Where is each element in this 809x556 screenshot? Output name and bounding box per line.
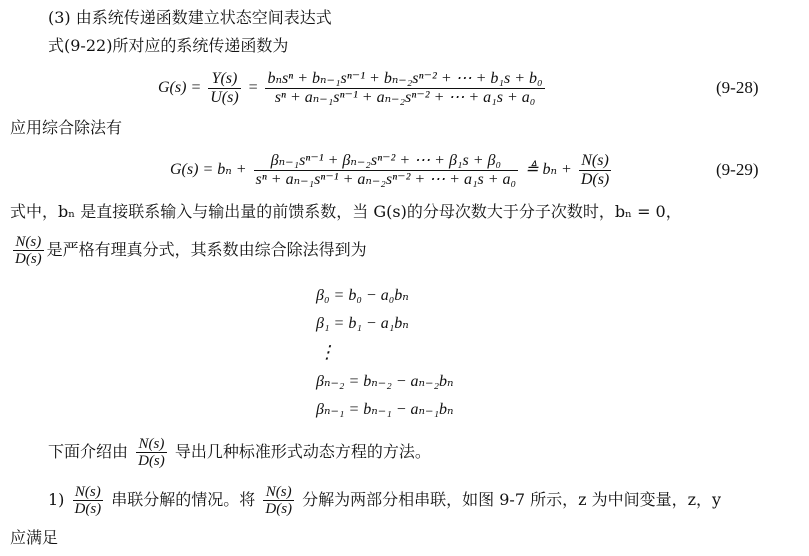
eq929-numerator: βₙ₋₁sⁿ⁻¹ + βₙ₋₂sⁿ⁻² + ⋯ + β₁s + β₀: [254, 152, 519, 171]
item1-den2: D(s): [265, 501, 293, 517]
eq928-ratio-den: U(s): [210, 88, 239, 106]
eq929-nd-num: N(s): [579, 152, 611, 171]
eq929-main-fraction: [254, 152, 519, 189]
eq929-nd-den: D(s): [580, 170, 610, 188]
section-heading: (3) 由系统传递函数建立状态空间表达式: [48, 8, 332, 27]
equation-9-28: [158, 66, 548, 110]
eq929-nd-fraction: [579, 152, 611, 189]
method-before: 下面介绍由: [48, 442, 129, 461]
item1-num2: N(s): [263, 484, 294, 501]
nd-num: N(s): [13, 234, 44, 251]
item1-fraction-2: [263, 484, 294, 517]
item1-continuation: 应满足: [10, 528, 59, 547]
item1-prefix: 1): [48, 490, 65, 509]
beta-eq-ellipsis: ⋮: [318, 342, 336, 362]
equation-label-9-28: (9-28): [716, 78, 759, 97]
equation-9-29: [170, 148, 614, 192]
explain-text: 式中，bₙ 是直接联系输入与输出量的前馈系数，当 G(s)的分母次数大于分子次数时，bₙ = 0，: [10, 202, 682, 221]
equation-label-9-29: (9-29): [716, 160, 759, 179]
method-fraction: [136, 436, 167, 469]
eq928-eq: =: [247, 79, 259, 96]
method-intro: [48, 432, 431, 472]
item1-mid: 串联分解的情况。将: [111, 490, 256, 509]
item1-den: D(s): [74, 501, 102, 517]
beta-eq-n1: βₙ₋₁ = bₙ₋₁ − aₙ₋₁bₙ: [316, 401, 454, 418]
eq928-denominator: sⁿ + aₙ₋₁sⁿ⁻¹ + aₙ₋₂sⁿ⁻² + ⋯ + a₁s + a₀: [274, 88, 536, 106]
eq928-numerator: bₙsⁿ + bₙ₋₁sⁿ⁻¹ + bₙ₋₂sⁿ⁻² + ⋯ + b₁s + b₀: [267, 69, 543, 87]
eq929-defeq: ≜ bₙ +: [525, 161, 572, 178]
nd-den: D(s): [15, 251, 42, 267]
explain2-text: 是严格有理真分式，其系数由综合除法得到为: [46, 240, 367, 259]
item-1: [48, 480, 721, 520]
apply-text: 应用综合除法有: [10, 118, 123, 137]
eq928-main-fraction: [265, 70, 544, 107]
eq928-ratio-num: Y(s): [208, 70, 240, 89]
intro-text: 式(9-22)所对应的系统传递函数为: [48, 36, 289, 55]
method-after: 导出几种标准形式动态方程的方法。: [174, 442, 431, 461]
method-den: D(s): [138, 453, 165, 469]
eq928-lhs: G(s) =: [158, 79, 202, 96]
method-num: N(s): [136, 436, 167, 453]
explain-text-2: [10, 230, 367, 270]
beta-eq-0: β₀ = b₀ − a₀bₙ: [316, 287, 409, 304]
eq929-lhs: G(s) = bₙ +: [170, 161, 247, 178]
eq929-denominator: sⁿ + aₙ₋₁sⁿ⁻¹ + aₙ₋₂sⁿ⁻² + ⋯ + a₁s + a₀: [255, 170, 517, 188]
item1-after: 分解为两部分相串联，如图 9-7 所示，z 为中间变量，z，y: [302, 490, 722, 509]
item1-num: N(s): [73, 484, 104, 501]
nd-fraction-inline: [13, 234, 44, 267]
beta-eq-1: β₁ = b₁ − a₁bₙ: [316, 315, 409, 332]
item1-fraction: [73, 484, 104, 517]
beta-eq-n2: βₙ₋₂ = bₙ₋₂ − aₙ₋₂bₙ: [316, 373, 454, 390]
eq928-ratio: [208, 70, 240, 107]
